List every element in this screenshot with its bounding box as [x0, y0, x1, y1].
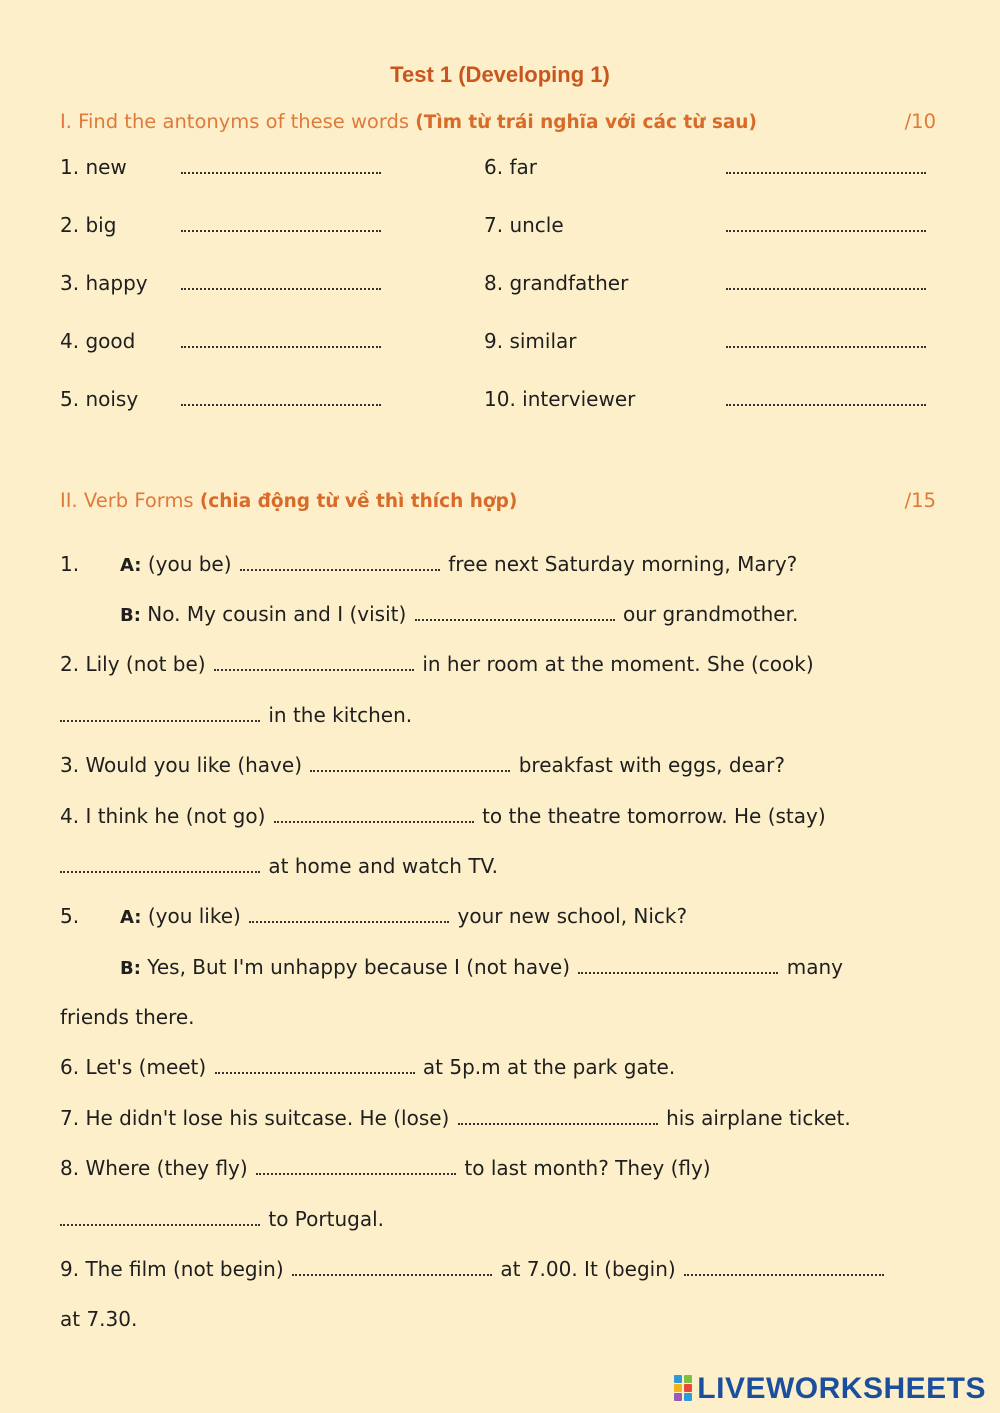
antonym-word-2: 2. big	[60, 213, 117, 237]
antonym-answer-6[interactable]	[726, 158, 926, 178]
q5b-rest: many	[786, 955, 844, 979]
q1a-prompt: (you be)	[147, 552, 232, 576]
antonym-word-5: 5. noisy	[60, 387, 139, 411]
q2-rest: in the kitchen.	[268, 703, 413, 727]
q1a-rest: free next Saturday morning, Mary?	[448, 552, 798, 576]
q8-line-2	[60, 1206, 384, 1232]
q7-answer[interactable]	[458, 1109, 658, 1125]
q7-line	[60, 1105, 851, 1131]
q5b-prompt: Yes, But I'm unhappy because I (not have)	[147, 955, 571, 979]
q4-rest: at home and watch TV.	[268, 854, 499, 878]
q1b-answer[interactable]	[415, 605, 615, 621]
antonym-word-3: 3. happy	[60, 271, 148, 295]
q8-answer-2[interactable]	[60, 1210, 260, 1226]
q8-rest: to Portugal.	[268, 1207, 384, 1231]
q7-rest: his airplane ticket.	[666, 1106, 851, 1130]
q7-prompt: 7. He didn't lose his suitcase. He (lose)	[60, 1106, 450, 1130]
q9-mid: at 7.00. It (begin)	[500, 1257, 676, 1281]
q5a-prompt: (you like)	[147, 904, 241, 928]
q6-line	[60, 1054, 675, 1080]
q1-speaker-b: B:	[120, 605, 141, 626]
antonym-answer-7[interactable]	[726, 216, 926, 236]
section-2-heading-text: II. Verb Forms	[60, 489, 194, 512]
antonym-answer-8[interactable]	[726, 274, 926, 294]
q5-line-a	[120, 903, 687, 931]
antonym-answer-1[interactable]	[181, 158, 381, 178]
q8-line-1	[60, 1155, 711, 1181]
liveworksheets-logo	[674, 1372, 986, 1406]
q2-prompt: 2. Lily (not be)	[60, 652, 206, 676]
q5-number: 5.	[60, 904, 80, 928]
page-title: Test 1 (Developing 1)	[390, 62, 610, 87]
antonym-word-9: 9. similar	[484, 329, 577, 353]
q8-prompt: 8. Where (they fly)	[60, 1156, 248, 1180]
q9-prompt: 9. The film (not begin)	[60, 1257, 284, 1281]
q3-line	[60, 752, 785, 778]
q4-line-2	[60, 853, 498, 879]
antonym-word-8: 8. grandfather	[484, 271, 629, 295]
q1b-prompt: No. My cousin and I (visit)	[147, 602, 407, 626]
antonym-word-4: 4. good	[60, 329, 136, 353]
q5b-answer[interactable]	[578, 958, 778, 974]
q5-speaker-a: A:	[120, 907, 142, 928]
antonym-answer-2[interactable]	[181, 216, 381, 236]
q6-prompt: 6. Let's (meet)	[60, 1055, 207, 1079]
q5-speaker-b: B:	[120, 958, 141, 979]
q5-line-b	[120, 954, 843, 982]
antonym-word-1: 1. new	[60, 155, 127, 179]
q4-line-1	[60, 803, 826, 829]
section-2-score: /15	[904, 489, 936, 512]
liveworksheets-logo-icon	[674, 1375, 694, 1401]
q2-mid: in her room at the moment. She (cook)	[422, 652, 814, 676]
section-1-heading-vi: (Tìm từ trái nghĩa với các từ sau)	[415, 112, 757, 133]
liveworksheets-logo-text: LIVEWORKSHEETS	[697, 1372, 986, 1405]
antonym-word-10: 10. interviewer	[484, 387, 636, 411]
section-2-heading	[60, 489, 517, 512]
section-1-heading-text: I. Find the antonyms of these words	[60, 110, 410, 133]
q4-answer-2[interactable]	[60, 857, 260, 873]
q8-answer-1[interactable]	[256, 1159, 456, 1175]
q3-answer[interactable]	[310, 756, 510, 772]
q3-rest: breakfast with eggs, dear?	[518, 753, 785, 777]
antonym-word-7: 7. uncle	[484, 213, 564, 237]
q9-line-1	[60, 1256, 886, 1282]
antonym-answer-5[interactable]	[181, 390, 381, 410]
q1a-answer[interactable]	[240, 555, 440, 571]
q1-line-a	[120, 551, 797, 579]
section-1-heading	[60, 110, 757, 133]
q6-answer[interactable]	[215, 1058, 415, 1074]
q2-line-1	[60, 651, 814, 677]
q2-line-2	[60, 702, 412, 728]
q1-number: 1.	[60, 552, 80, 576]
antonym-answer-9[interactable]	[726, 332, 926, 352]
antonym-answer-10[interactable]	[726, 390, 926, 410]
section-1-score: /10	[904, 110, 936, 133]
q2-answer-1[interactable]	[214, 655, 414, 671]
q4-prompt: 4. I think he (not go)	[60, 804, 266, 828]
q1-line-b	[120, 601, 798, 629]
section-2-heading-vi: (chia động từ về thì thích hợp)	[199, 491, 518, 512]
q1b-rest: our grandmother.	[622, 602, 799, 626]
q9-continuation: at 7.30.	[60, 1307, 138, 1331]
q2-answer-2[interactable]	[60, 706, 260, 722]
q4-mid: to the theatre tomorrow. He (stay)	[482, 804, 826, 828]
q9-answer-1[interactable]	[292, 1260, 492, 1276]
antonym-answer-4[interactable]	[181, 332, 381, 352]
q9-answer-2[interactable]	[684, 1260, 884, 1276]
q4-answer-1[interactable]	[274, 807, 474, 823]
q6-rest: at 5p.m at the park gate.	[422, 1055, 676, 1079]
antonym-word-6: 6. far	[484, 155, 537, 179]
q3-prompt: 3. Would you like (have)	[60, 753, 302, 777]
q5-continuation: friends there.	[60, 1005, 195, 1029]
q8-mid: to last month? They (fly)	[464, 1156, 711, 1180]
q1-speaker-a: A:	[120, 555, 142, 576]
q5a-rest: your new school, Nick?	[457, 904, 688, 928]
q5a-answer[interactable]	[249, 907, 449, 923]
antonym-answer-3[interactable]	[181, 274, 381, 294]
